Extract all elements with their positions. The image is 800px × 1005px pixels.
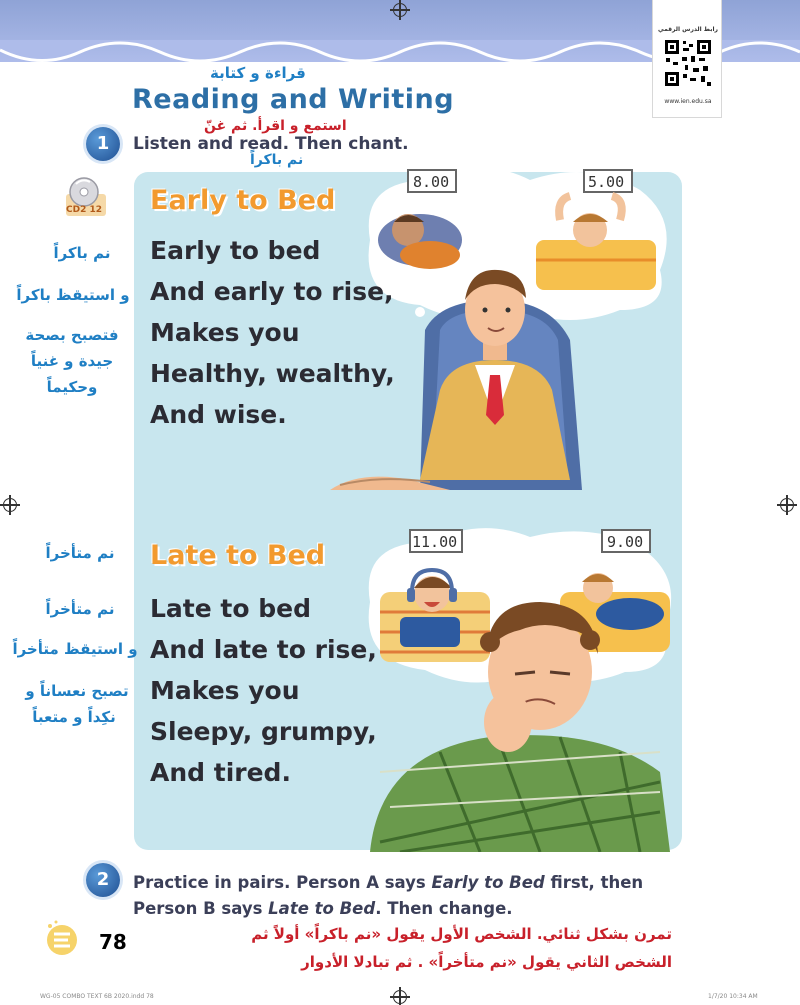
early-translation-1: نم باكراً [53,244,111,262]
late-line-5: And tired. [150,758,291,787]
early-line-1: Early to bed [150,236,321,265]
exercise-2-arabic-line-2: الشخص الثاني يقول «نم متأخراً» . ثم تبادلا الأدوار [301,953,672,971]
late-translation-1: نم متأخراً [45,600,115,618]
instruction-2-line-1: Practice in pairs. Person A says Early to Bed first, then [133,873,644,892]
instruction-2-line-2: Person B says Late to Bed. Then change. [133,899,513,918]
registration-mark-top [393,3,407,17]
exercise-1-number: 1 [86,127,120,161]
registration-mark-bottom [393,990,407,1004]
late-line-3: Makes you [150,676,300,705]
early-line-5: And wise. [150,400,287,429]
early-line-4: Healthy, wealthy, [150,359,395,388]
late-translation-2: و استيقظ متأخراً [12,640,138,658]
footer-timestamp: 1/7/20 10:34 AM [708,993,758,1000]
qr-caption: رابط الدرس الرقمي [658,26,718,33]
exercise-2-arabic-line-1: تمرن بشكل ثنائي. الشخص الأول يقول «نم باكراً» أولاً ثم [251,925,672,943]
exercise-2-instruction-arabic [112,920,672,976]
publisher-logo-icon [42,918,82,958]
exercise-2-number: 2 [86,863,120,897]
qr-code-icon [663,38,713,88]
early-translation-3: فتصبح بصحة [25,326,119,344]
qr-url: www.ien.edu.sa [664,98,712,105]
exercise-1-instruction-arabic-2: نم باكراً [250,152,304,168]
late-translation-4: نكِداً و متعباً [32,708,116,726]
early-translation-4: جيدة و غنياً [30,352,114,370]
early-translation-2: و استيقظ باكراً [16,286,130,304]
early-line-3: Makes you [150,318,300,347]
clock-late-left: 11.00 [412,533,458,551]
late-translation-3: تصبح نعساناً و [25,682,129,700]
exercise-2-instruction [133,870,693,922]
qr-box[interactable] [652,0,722,118]
late-illustration [340,522,690,852]
registration-mark-right [780,498,794,512]
clock-early-right: 5.00 [588,173,625,191]
early-translation-5: وحكيماً [46,378,98,396]
exercise-1-instruction-arabic: استمع و اقرأ. ثم غنّ [204,118,347,134]
page-number: 78 [99,930,127,954]
lesson-title: Reading and Writing [132,84,455,115]
early-line-2: And early to rise, [150,277,394,306]
late-line-4: Sleepy, grumpy, [150,717,377,746]
clock-early-left: 8.00 [413,173,450,191]
early-to-bed-title: Early to Bed [150,185,336,216]
cd-track-label: CD2 12 [66,205,102,215]
early-illustration [320,160,690,510]
late-line-2: And late to rise, [150,635,377,664]
footer-file-info: WG-05 COMBO TEXT 6B 2020.indd 78 [40,993,154,1000]
late-title-arabic: نم متأخراً [45,544,115,562]
late-to-bed-title: Late to Bed [150,540,326,571]
clock-late-right: 9.00 [607,533,644,551]
registration-mark-left [3,498,17,512]
late-line-1: Late to bed [150,594,311,623]
lesson-title-arabic: قراءة و كتابة [210,64,306,82]
exercise-1-instruction: Listen and read. Then chant. [133,134,409,154]
